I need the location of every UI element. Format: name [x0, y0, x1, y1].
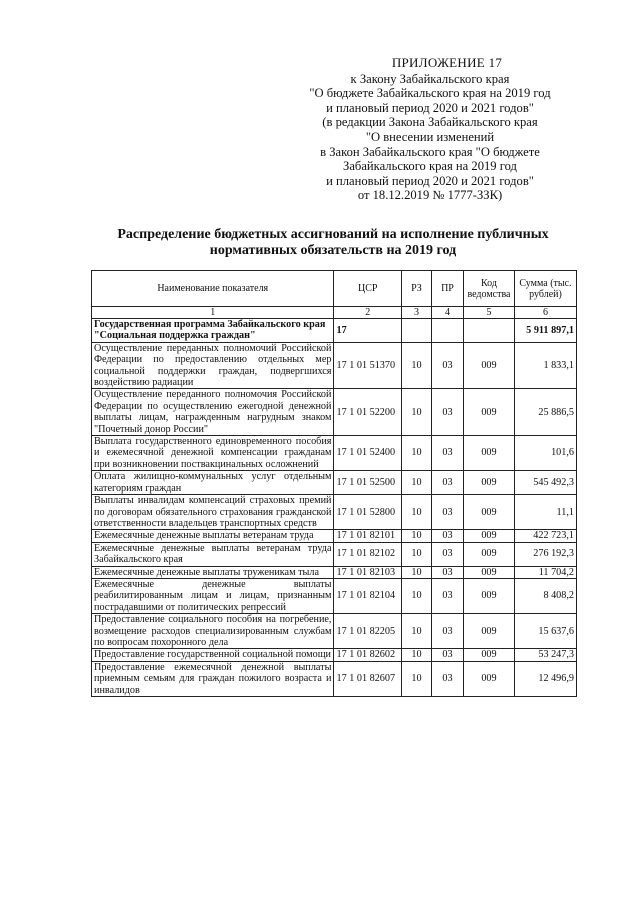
row-sum: 101,6 — [514, 436, 576, 471]
column-number: 4 — [431, 307, 463, 319]
header-csr: ЦСР — [334, 271, 402, 307]
row-pr: 03 — [431, 495, 463, 530]
row-csr: 17 1 01 82104 — [334, 578, 402, 613]
row-name: Государственная программа Забайкальского края "Социальная поддержка граждан" — [92, 319, 334, 343]
table-row — [92, 578, 577, 613]
row-rz: 10 — [402, 530, 432, 542]
header-dept-code: Код ведомства — [464, 271, 515, 307]
row-rz: 10 — [402, 389, 432, 436]
appendix-line: (в редакции Закона Забайкальского края — [322, 115, 538, 130]
row-pr: 03 — [431, 661, 463, 696]
row-csr: 17 1 01 82607 — [334, 661, 402, 696]
row-rz — [402, 319, 432, 343]
title-line-2: нормативных обязательств на 2019 год — [209, 243, 457, 258]
appendix-line: и плановый период 2020 и 2021 годов" — [326, 100, 534, 115]
row-rz: 10 — [402, 649, 432, 661]
column-number-row — [92, 307, 577, 319]
row-dept-code: 009 — [464, 614, 515, 649]
row-name: Осуществление переданных полномочий Российской Федерации по предоставлению отдельных мер социальной поддержки граждан, подвергшихся воздействию радиации — [92, 342, 334, 389]
table-row — [92, 530, 577, 542]
row-rz: 10 — [402, 578, 432, 613]
row-rz: 10 — [402, 436, 432, 471]
row-dept-code: 009 — [464, 436, 515, 471]
column-number: 1 — [92, 307, 334, 319]
appendix-line: к Закону Забайкальского края — [350, 71, 510, 86]
row-csr: 17 1 01 52400 — [334, 436, 402, 471]
row-rz: 10 — [402, 542, 432, 566]
row-pr: 03 — [431, 542, 463, 566]
column-number: 6 — [514, 307, 576, 319]
table-row — [92, 342, 577, 389]
title-line-1: Распределение бюджетных ассигнований на исполнение публичных — [117, 227, 549, 242]
row-dept-code: 009 — [464, 649, 515, 661]
row-name: Выплата государственного единовременного пособия и ежемесячной денежной компенсации гражданам при возникновении поствакцинальных осложнений — [92, 436, 334, 471]
row-rz: 10 — [402, 661, 432, 696]
row-name: Ежемесячные денежные выплаты ветеранам труда — [92, 530, 334, 542]
header-name: Наименование показателя — [92, 271, 334, 307]
header-rz: РЗ — [402, 271, 432, 307]
row-dept-code: 009 — [464, 495, 515, 530]
document-title — [100, 227, 566, 259]
column-number: 5 — [464, 307, 515, 319]
row-csr: 17 1 01 82101 — [334, 530, 402, 542]
row-pr: 03 — [431, 530, 463, 542]
row-sum: 53 247,3 — [514, 649, 576, 661]
row-sum: 11,1 — [514, 495, 576, 530]
row-rz: 10 — [402, 471, 432, 495]
header-sum: Сумма (тыс. рублей) — [514, 271, 576, 307]
row-dept-code: 009 — [464, 530, 515, 542]
table-row — [92, 566, 577, 578]
row-pr: 03 — [431, 614, 463, 649]
table-row — [92, 389, 577, 436]
table-row — [92, 319, 577, 343]
row-sum: 545 492,3 — [514, 471, 576, 495]
table-row — [92, 661, 577, 696]
row-dept-code: 009 — [464, 661, 515, 696]
row-name: Ежемесячные денежные выплаты реабилитированным лицам и лицам, признанным пострадавшими от политических репрессий — [92, 578, 334, 613]
row-pr: 03 — [431, 471, 463, 495]
row-sum: 422 723,1 — [514, 530, 576, 542]
row-csr: 17 1 01 82102 — [334, 542, 402, 566]
table-header-row — [92, 271, 577, 307]
row-csr: 17 1 01 52800 — [334, 495, 402, 530]
row-name: Ежемесячные денежные выплаты ветеранам труда Забайкальского края — [92, 542, 334, 566]
row-name: Предоставление государственной социальной помощи — [92, 649, 334, 661]
row-pr — [431, 319, 463, 343]
row-pr: 03 — [431, 566, 463, 578]
row-dept-code — [464, 319, 515, 343]
row-name: Ежемесячные денежные выплаты труженикам тыла — [92, 566, 334, 578]
row-sum: 5 911 897,1 — [514, 319, 576, 343]
appendix-line: и плановый период 2020 и 2021 годов" — [326, 173, 534, 188]
row-sum: 25 886,5 — [514, 389, 576, 436]
row-pr: 03 — [431, 342, 463, 389]
row-csr: 17 — [334, 319, 402, 343]
row-csr: 17 1 01 52200 — [334, 389, 402, 436]
row-rz: 10 — [402, 495, 432, 530]
table-row — [92, 614, 577, 649]
row-pr: 03 — [431, 389, 463, 436]
row-sum: 12 496,9 — [514, 661, 576, 696]
row-dept-code: 009 — [464, 566, 515, 578]
table-row — [92, 649, 577, 661]
row-sum: 276 192,3 — [514, 542, 576, 566]
row-name: Оплата жилищно-коммунальных услуг отдельным категориям граждан — [92, 471, 334, 495]
row-pr: 03 — [431, 649, 463, 661]
row-sum: 8 408,2 — [514, 578, 576, 613]
budget-table — [91, 270, 577, 697]
row-pr: 03 — [431, 578, 463, 613]
row-rz: 10 — [402, 614, 432, 649]
row-dept-code: 009 — [464, 389, 515, 436]
table-row — [92, 542, 577, 566]
column-number: 3 — [402, 307, 432, 319]
row-dept-code: 009 — [464, 578, 515, 613]
row-sum: 1 833,1 — [514, 342, 576, 389]
appendix-heading: ПРИЛОЖЕНИЕ 17 — [391, 55, 503, 70]
row-rz: 10 — [402, 342, 432, 389]
row-name: Предоставление ежемесячной денежной выплаты приемным семьям для граждан пожилого возраста и инвалидов — [92, 661, 334, 696]
appendix-line: "О внесении изменений — [365, 129, 495, 144]
appendix-line: "О бюджете Забайкальского края на 2019 год — [309, 86, 551, 101]
row-csr: 17 1 01 51370 — [334, 342, 402, 389]
row-name: Выплаты инвалидам компенсаций страховых премий по договорам обязательного страхования гражданской ответственности владельцев транспортных средств — [92, 495, 334, 530]
row-csr: 17 1 01 52500 — [334, 471, 402, 495]
column-number: 2 — [334, 307, 402, 319]
appendix-line: в Закон Забайкальского края "О бюджете — [320, 144, 540, 159]
row-dept-code: 009 — [464, 471, 515, 495]
row-rz: 10 — [402, 566, 432, 578]
row-pr: 03 — [431, 436, 463, 471]
appendix-block — [280, 56, 580, 203]
table-row — [92, 471, 577, 495]
row-sum: 15 637,6 — [514, 614, 576, 649]
row-csr: 17 1 01 82205 — [334, 614, 402, 649]
table-row — [92, 436, 577, 471]
row-dept-code: 009 — [464, 542, 515, 566]
appendix-line: от 18.12.2019 № 1777-ЗЗК) — [357, 188, 503, 203]
row-sum: 11 704,2 — [514, 566, 576, 578]
row-name: Предоставление социального пособия на погребение, возмещение расходов специализированным службам по вопросам похоронного дела — [92, 614, 334, 649]
row-csr: 17 1 01 82602 — [334, 649, 402, 661]
table-row — [92, 495, 577, 530]
row-name: Осуществление переданного полномочия Российской Федерации по осуществлению ежегодной денежной выплаты лицам, награжденным нагрудным знаком "Почетный донор России" — [92, 389, 334, 436]
row-dept-code: 009 — [464, 342, 515, 389]
appendix-line: Забайкальского края на 2019 год — [343, 159, 517, 174]
header-pr: ПР — [431, 271, 463, 307]
row-csr: 17 1 01 82103 — [334, 566, 402, 578]
